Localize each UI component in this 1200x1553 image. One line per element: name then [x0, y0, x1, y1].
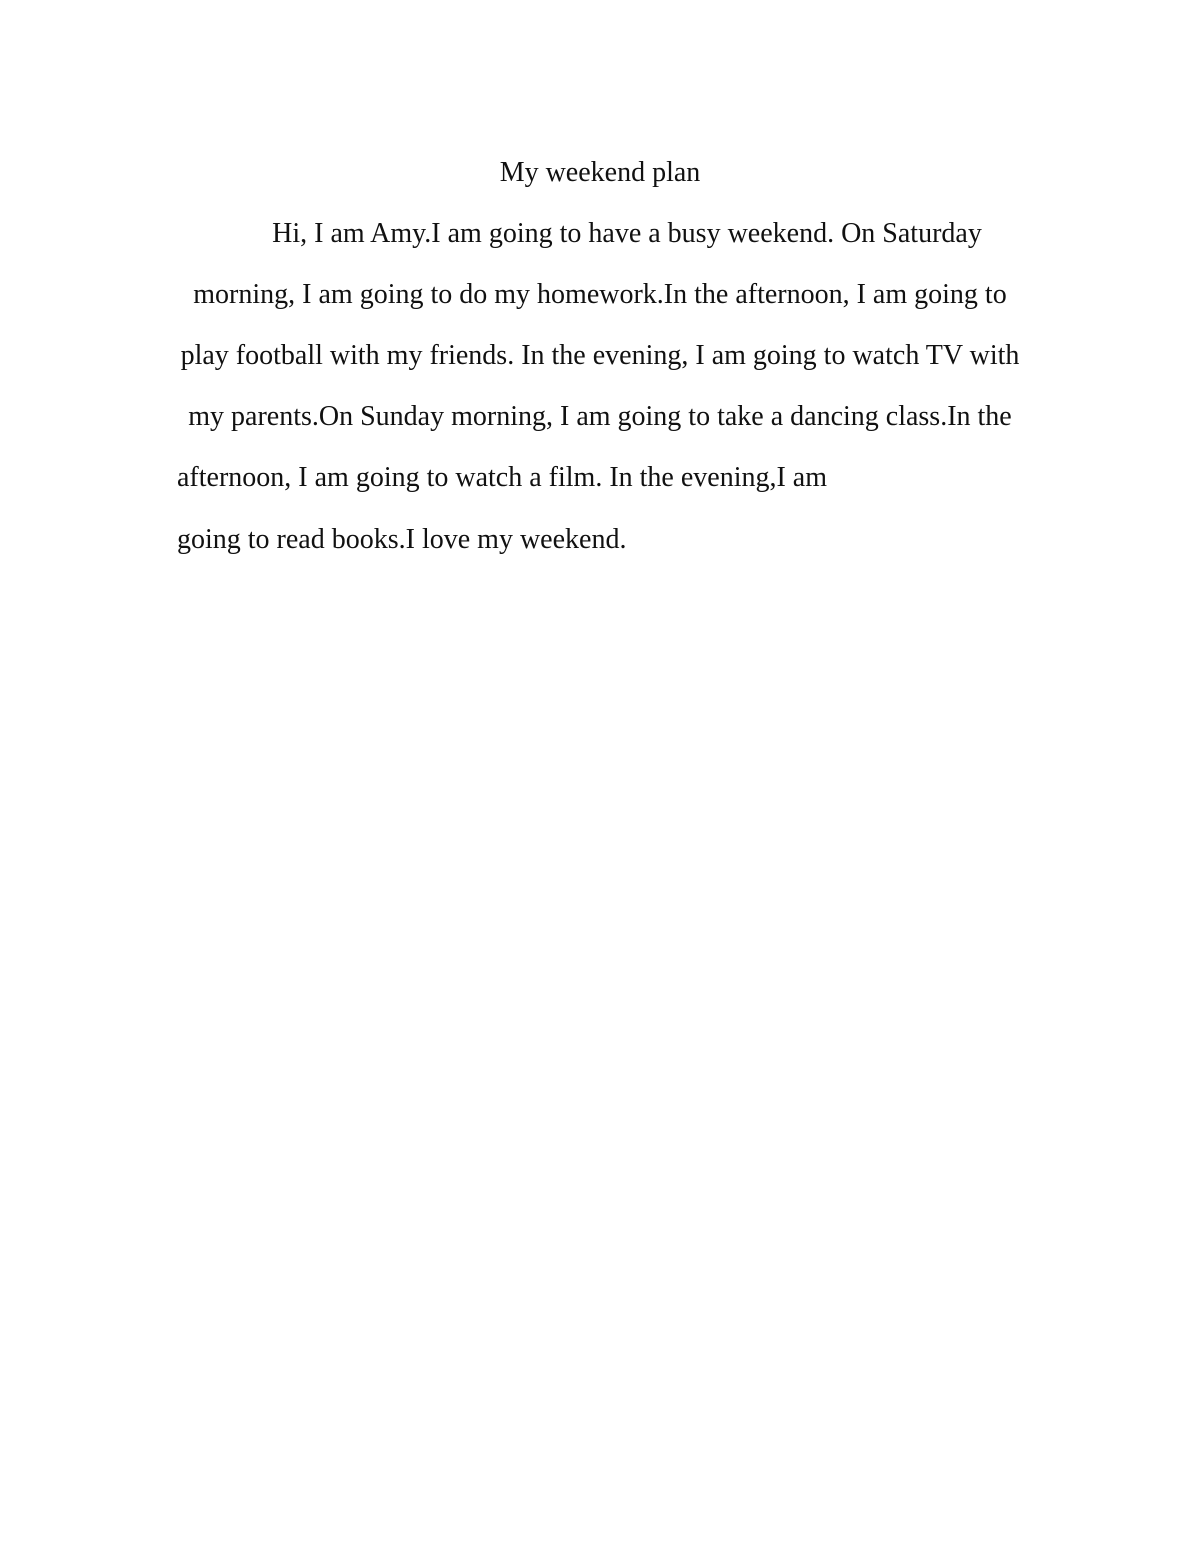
- body-line: afternoon, I am going to watch a film. In the evening,I am: [177, 462, 828, 493]
- body-line: going to read books.I love my weekend.: [177, 524, 627, 555]
- document-title: My weekend plan: [499, 157, 701, 188]
- body-line: Hi, I am Amy.I am going to have a busy weekend. On Saturday: [272, 218, 982, 249]
- body-line: play football with my friends. In the evening, I am going to watch TV with: [180, 340, 1020, 371]
- body-line: morning, I am going to do my homework.In the afternoon, I am going to: [193, 279, 1007, 310]
- body-line: my parents.On Sunday morning, I am going to take a dancing class.In the: [188, 401, 1012, 432]
